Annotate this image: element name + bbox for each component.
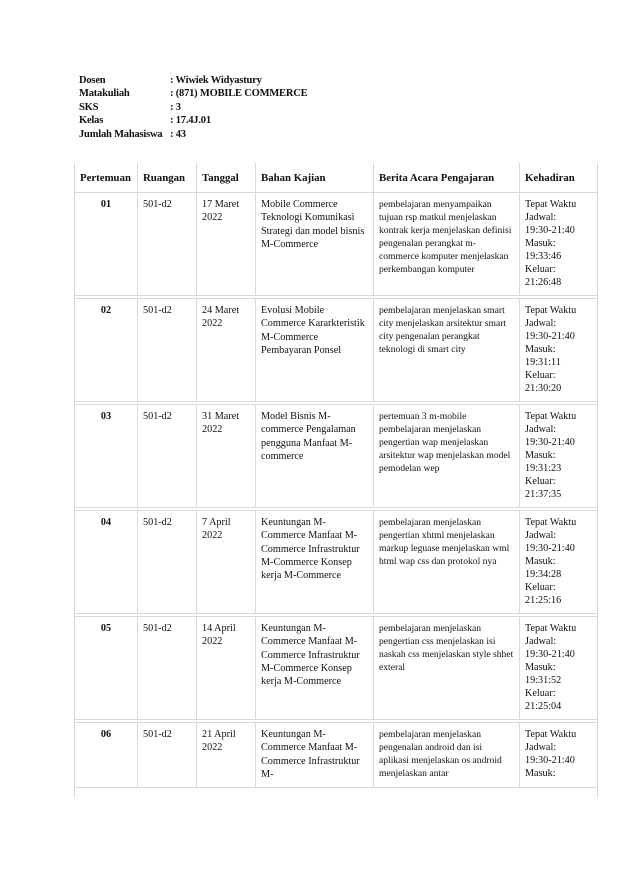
- kehadiran-status: Tepat Waktu: [525, 623, 577, 634]
- berita-acara-cell: pembelajaran menyampaikan tujuan rsp matkul menjelaskan kontrak kerja menjelaskan definisi pengenalan perangkat m-commerce komputer menjelaskan perkembangan komputer: [374, 193, 520, 296]
- kehadiran-cell: [520, 299, 597, 402]
- jadwal-time: 19:30-21:40: [525, 331, 575, 342]
- keluar-time: 21:25:04: [525, 701, 562, 712]
- ruangan-cell: 501-d2: [138, 617, 197, 720]
- jadwal-time: 19:30-21:40: [525, 755, 575, 766]
- keluar-label: Keluar:: [525, 688, 556, 699]
- berita-acara-cell: pembelajaran menjelaskan pengertian css menjelaskan isi naskah css menjelaskan style shhet exteral: [374, 617, 520, 720]
- ruangan-cell: 501-d2: [138, 723, 197, 788]
- kehadiran-status: Tepat Waktu: [525, 729, 577, 740]
- ruangan-cell: 501-d2: [138, 405, 197, 508]
- jumlah-mahasiswa-row: [79, 128, 307, 141]
- masuk-time: 19:31:11: [525, 357, 561, 368]
- pertemuan-cell: 05: [75, 617, 138, 720]
- table-header-row: [75, 163, 597, 193]
- keluar-time: 21:25:16: [525, 595, 562, 606]
- column-header-kehadiran: Kehadiran: [520, 163, 597, 193]
- tanggal-cell: 14 April 2022: [197, 617, 256, 720]
- berita-acara-cell: pembelajaran menjelaskan pengenalan android dan isi aplikasi menjelaskan os android menjelaskan antar: [374, 723, 520, 788]
- bahan-kajian-cell: Evolusi Mobile Commerce Kararkteristik M-Commerce Pembayaran Ponsel: [256, 299, 374, 402]
- keluar-label: Keluar:: [525, 476, 556, 487]
- jadwal-label: Jadwal:: [525, 530, 557, 541]
- bahan-kajian-cell: Mobile Commerce Teknologi Komunikasi Strategi dan model bisnis M-Commerce: [256, 193, 374, 296]
- kelas-value: : 17.4J.01: [170, 115, 211, 127]
- matakuliah-value: : (871) MOBILE COMMERCE: [170, 88, 308, 100]
- tanggal-cell: 31 Maret 2022: [197, 405, 256, 508]
- kehadiran-status: Tepat Waktu: [525, 517, 577, 528]
- jadwal-label: Jadwal:: [525, 742, 557, 753]
- kelas-row: [79, 114, 307, 127]
- table-row: [75, 299, 597, 402]
- kehadiran-status: Tepat Waktu: [525, 305, 577, 316]
- attendance-table-container: [74, 163, 598, 798]
- masuk-time: 19:31:23: [525, 463, 562, 474]
- ruangan-cell: 501-d2: [138, 299, 197, 402]
- keluar-time: 21:26:48: [525, 277, 562, 288]
- masuk-label: Masuk:: [525, 556, 556, 567]
- tanggal-cell: 21 April 2022: [197, 723, 256, 788]
- kehadiran-status: Tepat Waktu: [525, 199, 577, 210]
- jadwal-time: 19:30-21:40: [525, 437, 575, 448]
- masuk-time: 19:34:28: [525, 569, 562, 580]
- pertemuan-cell: 03: [75, 405, 138, 508]
- jadwal-label: Jadwal:: [525, 212, 557, 223]
- pertemuan-cell: 01: [75, 193, 138, 296]
- pertemuan-cell: 04: [75, 511, 138, 614]
- bahan-kajian-cell: Keuntungan M-Commerce Manfaat M-Commerce Infrastruktur M-: [256, 723, 374, 788]
- dosen-row: [79, 74, 307, 87]
- kehadiran-cell: [520, 405, 597, 508]
- dosen-value: : Wiwiek Widyastury: [170, 75, 262, 86]
- column-header-bahan-kajian: Bahan Kajian: [256, 163, 374, 193]
- table-row: [75, 511, 597, 614]
- column-header-ruangan: Ruangan: [138, 163, 197, 193]
- table-row: [75, 617, 597, 720]
- column-header-tanggal: Tanggal: [197, 163, 256, 193]
- column-header-pertemuan: Pertemuan: [75, 163, 138, 193]
- jadwal-time: 19:30-21:40: [525, 225, 575, 236]
- jadwal-label: Jadwal:: [525, 424, 557, 435]
- table-row: [75, 405, 597, 508]
- kehadiran-cell: [520, 723, 597, 788]
- tanggal-cell: 17 Maret 2022: [197, 193, 256, 296]
- dosen-label: Dosen: [79, 75, 106, 86]
- masuk-label: Masuk:: [525, 238, 556, 249]
- masuk-time: 19:33:46: [525, 251, 562, 262]
- keluar-label: Keluar:: [525, 582, 556, 593]
- berita-acara-cell: pertemuan 3 m-mobile pembelajaran menjelaskan pengertian wap menjelaskan arsitektur wap menjelaskan model pemodelan wep: [374, 405, 520, 508]
- jadwal-time: 19:30-21:40: [525, 543, 575, 554]
- tanggal-cell: 7 April 2022: [197, 511, 256, 614]
- pertemuan-cell: 06: [75, 723, 138, 788]
- kehadiran-cell: [520, 193, 597, 296]
- column-header-berita-acara: Berita Acara Pengajaran: [374, 163, 520, 193]
- masuk-time: 19:31:52: [525, 675, 562, 686]
- jumlah-mahasiswa-label: Jumlah Mahasiswa: [79, 128, 163, 140]
- masuk-label: Masuk:: [525, 344, 556, 355]
- kehadiran-cell: [520, 617, 597, 720]
- kehadiran-cell: [520, 511, 597, 614]
- sks-value: : 3: [170, 101, 181, 113]
- keluar-label: Keluar:: [525, 370, 556, 381]
- matakuliah-label: Matakuliah: [79, 88, 130, 100]
- kelas-label: Kelas: [79, 115, 104, 127]
- jadwal-label: Jadwal:: [525, 318, 557, 329]
- matakuliah-row: [79, 87, 307, 100]
- course-info: [79, 74, 307, 141]
- table-row: [75, 723, 597, 788]
- jumlah-mahasiswa-value: : 43: [170, 128, 186, 140]
- keluar-time: 21:37:35: [525, 489, 562, 500]
- tanggal-cell: 24 Maret 2022: [197, 299, 256, 402]
- ruangan-cell: 501-d2: [138, 193, 197, 296]
- table-row: [75, 193, 597, 296]
- masuk-label: Masuk:: [525, 768, 556, 779]
- bahan-kajian-cell: Keuntungan M-Commerce Manfaat M-Commerce Infrastruktur M-Commerce Konsep kerja M-Commerce: [256, 617, 374, 720]
- keluar-label: Keluar:: [525, 264, 556, 275]
- keluar-time: 21:30:20: [525, 383, 562, 394]
- masuk-label: Masuk:: [525, 450, 556, 461]
- sks-row: [79, 101, 307, 114]
- bahan-kajian-cell: Keuntungan M-Commerce Manfaat M-Commerce Infrastruktur M-Commerce Konsep kerja M-Commerce: [256, 511, 374, 614]
- sks-label: SKS: [79, 101, 99, 113]
- masuk-label: Masuk:: [525, 662, 556, 673]
- kehadiran-status: Tepat Waktu: [525, 411, 577, 422]
- jadwal-time: 19:30-21:40: [525, 649, 575, 660]
- jadwal-label: Jadwal:: [525, 636, 557, 647]
- berita-acara-cell: pembelajaran menjelaskan pengertian xhtml menjelaskan markup leguase menjelaskan wml html wap css dan protokol nya: [374, 511, 520, 614]
- pertemuan-cell: 02: [75, 299, 138, 402]
- bahan-kajian-cell: Model Bisnis M-commerce Pengalaman pengguna Manfaat M-commerce: [256, 405, 374, 508]
- attendance-table: [75, 163, 597, 788]
- ruangan-cell: 501-d2: [138, 511, 197, 614]
- berita-acara-cell: pembelajaran menjelaskan smart city menjelaskan arsitektur smart city pengenalan perangkat teknologi di smart city: [374, 299, 520, 402]
